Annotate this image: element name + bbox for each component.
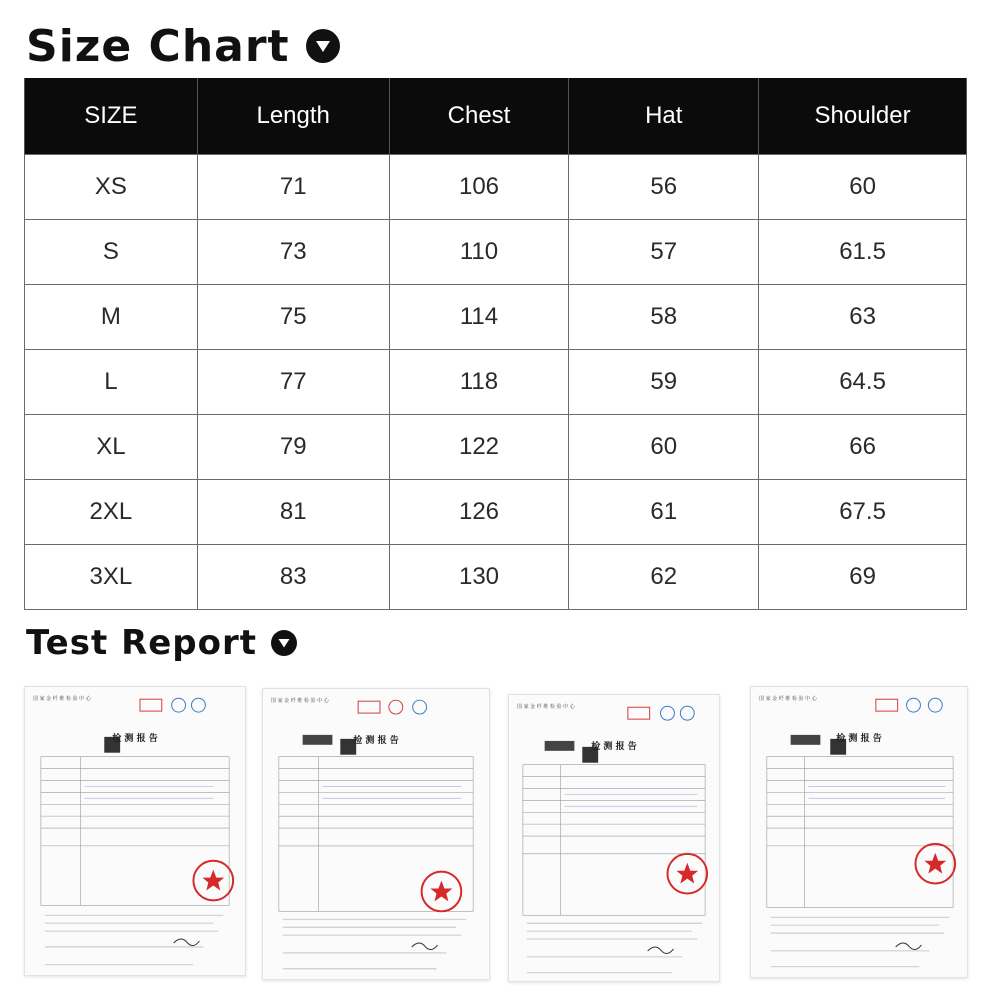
table-cell: 69 [759, 544, 967, 609]
table-cell: 63 [759, 284, 967, 349]
table-cell: M [25, 284, 198, 349]
size-chart-title: Size Chart [26, 20, 290, 72]
report-title: 检 测 报 告 [353, 736, 399, 746]
test-report-heading [26, 620, 297, 666]
column-header: Length [197, 78, 389, 154]
test-report-document[interactable] [508, 694, 720, 982]
report-title: 检 测 报 告 [591, 742, 637, 752]
column-header: Chest [389, 78, 569, 154]
report-title: 检 测 报 告 [836, 734, 882, 744]
report-title: 检 测 报 告 [112, 734, 158, 744]
table-cell: 118 [389, 349, 569, 414]
column-header: Shoulder [759, 78, 967, 154]
report-header-text: 国 家 金 纤 维 检 验 中 心 [271, 698, 329, 704]
table-cell: 71 [197, 154, 389, 219]
report-header-text: 国 家 金 纤 维 检 验 中 心 [517, 704, 575, 710]
table-cell: 3XL [25, 544, 198, 609]
report-header-text: 国 家 金 纤 维 检 验 中 心 [759, 696, 817, 702]
table-cell: 2XL [25, 479, 198, 544]
table-cell: L [25, 349, 198, 414]
test-report-document[interactable] [24, 686, 246, 976]
table-cell: 75 [197, 284, 389, 349]
table-cell: 59 [569, 349, 759, 414]
table-row [25, 544, 967, 609]
table-cell: 110 [389, 219, 569, 284]
table-cell: 61 [569, 479, 759, 544]
size-chart-heading [26, 18, 340, 74]
test-report-gallery [0, 680, 1000, 990]
table-cell: 81 [197, 479, 389, 544]
table-row [25, 349, 967, 414]
table-row [25, 154, 967, 219]
table-cell: 130 [389, 544, 569, 609]
table-row [25, 284, 967, 349]
report-page-graphic [509, 695, 719, 981]
table-cell: 114 [389, 284, 569, 349]
table-cell: 62 [569, 544, 759, 609]
triangle-down-circle-icon[interactable] [306, 29, 340, 63]
table-cell: 57 [569, 219, 759, 284]
triangle-down-circle-icon[interactable] [271, 630, 297, 656]
table-cell: 83 [197, 544, 389, 609]
table-cell: 67.5 [759, 479, 967, 544]
test-report-title: Test Report [26, 623, 258, 663]
column-header: SIZE [25, 78, 198, 154]
column-header: Hat [569, 78, 759, 154]
report-header-text: 国 家 金 纤 维 检 验 中 心 [33, 696, 91, 702]
table-cell: 106 [389, 154, 569, 219]
table-row [25, 219, 967, 284]
table-row [25, 479, 967, 544]
table-cell: 61.5 [759, 219, 967, 284]
table-cell: 56 [569, 154, 759, 219]
table-row [25, 414, 967, 479]
table-cell: 60 [759, 154, 967, 219]
table-cell: 60 [569, 414, 759, 479]
table-cell: 126 [389, 479, 569, 544]
table-header-row [25, 78, 967, 154]
table-cell: 79 [197, 414, 389, 479]
test-report-document[interactable] [750, 686, 968, 978]
table-cell: 77 [197, 349, 389, 414]
table-cell: 64.5 [759, 349, 967, 414]
table-cell: 66 [759, 414, 967, 479]
table-cell: 58 [569, 284, 759, 349]
table-cell: 73 [197, 219, 389, 284]
test-report-document[interactable] [262, 688, 490, 980]
table-cell: 122 [389, 414, 569, 479]
table-cell: S [25, 219, 198, 284]
size-chart-table [24, 78, 967, 610]
table-cell: XL [25, 414, 198, 479]
table-cell: XS [25, 154, 198, 219]
